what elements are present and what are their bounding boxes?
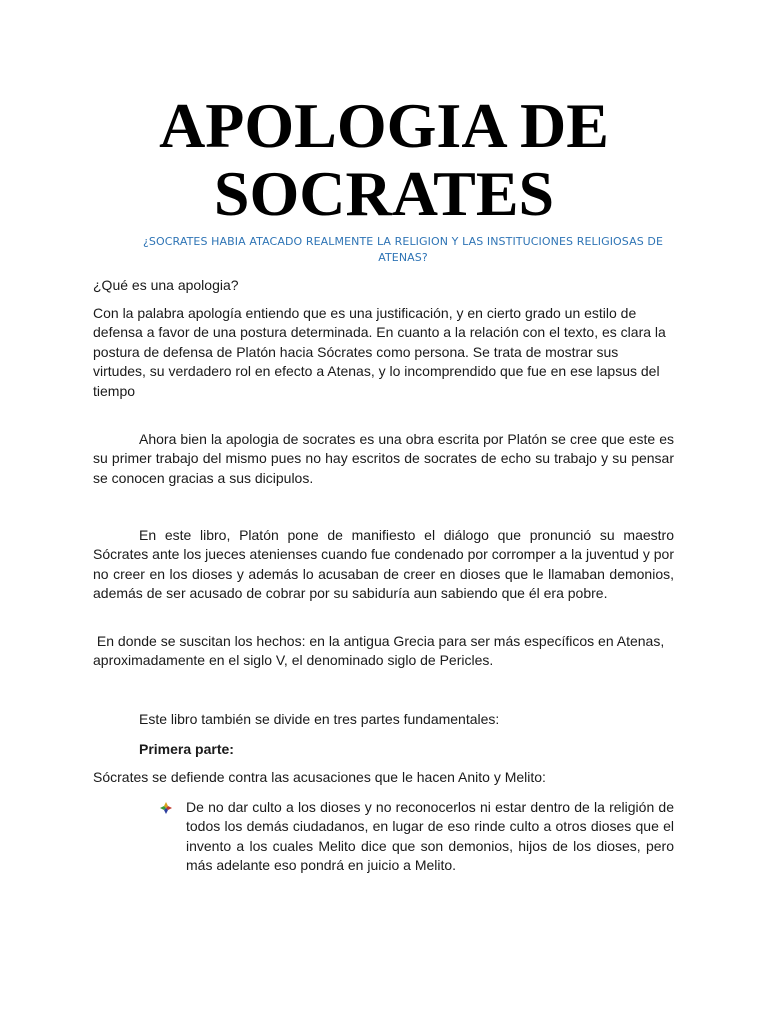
four-color-diamond-bullet-icon <box>160 802 172 814</box>
setting-paragraph: En donde se suscitan los hechos: en la antigua Grecia para ser más específicos en Atenas, aproximadamente en el siglo V, el denominado siglo de Pericles. <box>93 633 669 669</box>
parts-intro-paragraph: Este libro también se divide en tres partes fundamentales: <box>139 711 500 727</box>
question-paragraph: ¿Qué es una apologia? <box>93 277 239 293</box>
book-paragraph: En este libro, Platón pone de manifiesto el diálogo que pronunció su maestro Sócrates ante los jueces atenienses cuando fue condenado por corromper a la juventud y por no creer en los dioses y además lo acusaban de creer en dioses que le llamaban demonios, además de ser acusado de cobrar por su sabiduría aun sabiendo que él era pobre. <box>93 527 674 602</box>
part1-intro-paragraph: Sócrates se defiende contra las acusaciones que le hacen Anito y Melito: <box>93 769 546 785</box>
document-title-line-1: APOLOGIA DE <box>159 90 609 161</box>
document-title-line-2: SOCRATES <box>213 158 555 229</box>
part1-heading: Primera parte: <box>139 741 234 757</box>
work-paragraph: Ahora bien la apologia de socrates es una obra escrita por Platón se cree que este es su primer trabajo del mismo pues no hay escritos de socrates de echo su trabajo y su pensar se conocen gracias a sus dicipulos. <box>93 431 674 486</box>
definition-paragraph: Con la palabra apología entiendo que es una justificación, y en cierto grado un estilo de defensa a favor de una postura determinada. En cuanto a la relación con el texto, es clara la postura de defensa de Platón hacia Sócrates como persona. Se trata de mostrar sus virtudes, su verdadero rol en efecto a Atenas, y lo incomprendido que fue en ese lapsus del tiempo <box>93 305 666 399</box>
document-subtitle: ¿SOCRATES HABIA ATACADO REALMENTE LA RELIGION Y LAS INSTITUCIONES RELIGIOSAS DE ATENAS? <box>142 235 664 264</box>
bullet-text: De no dar culto a los dioses y no reconocerlos ni estar dentro de la religión de todos los demás ciudadanos, en lugar de eso rinde culto a otros dioses que el invento a los cuales Melito dice que son demonios, hijos de los dioses, pero más adelante eso pondrá en juicio a Melito. <box>186 799 674 874</box>
